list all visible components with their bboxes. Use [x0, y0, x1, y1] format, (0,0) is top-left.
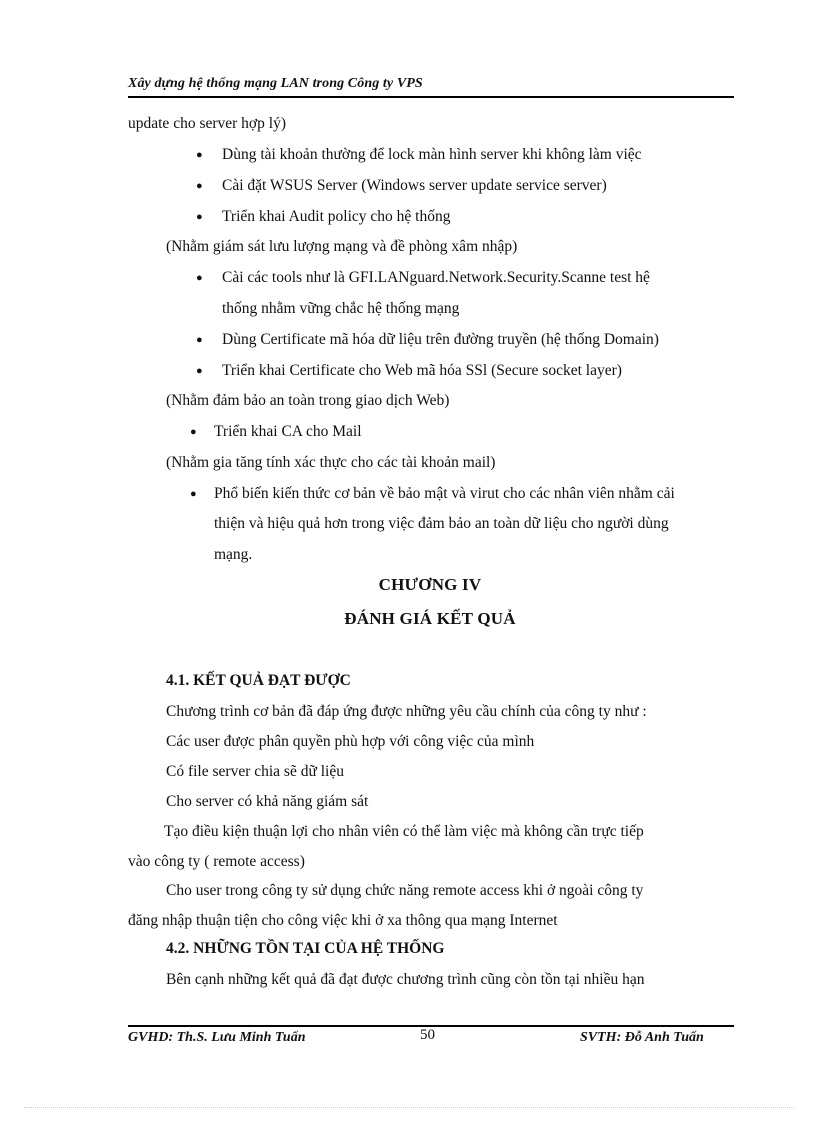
paragraph-line: vào công ty ( remote access) — [128, 853, 305, 870]
footer-student: SVTH: Đỗ Anh Tuấn — [580, 1030, 704, 1045]
bullet-item: Cài các tools như là GFI.LANguard.Network.Security.Scanne test hệ — [222, 269, 650, 286]
continuation-line: update cho server hợp lý) — [128, 115, 286, 132]
bullet-icon: ● — [196, 180, 203, 192]
chapter-label: CHƯƠNG IV — [378, 575, 482, 594]
page-number: 50 — [420, 1027, 435, 1043]
bullet-item: Dùng tài khoản thường để lock màn hình server khi không làm việc — [222, 146, 642, 163]
bullet-item: Triển khai CA cho Mail — [214, 423, 362, 440]
bullet-item: Phổ biến kiến thức cơ bản về bảo mật và virut cho các nhân viên nhằm cải — [214, 485, 675, 502]
header-rule — [128, 96, 734, 98]
paragraph-line: Bên cạnh những kết quả đã đạt được chương trình cũng còn tồn tại nhiều hạn — [166, 971, 645, 988]
footer-advisor: GVHD: Th.S. Lưu Minh Tuấn — [128, 1030, 306, 1045]
bullet-icon: ● — [196, 149, 203, 161]
bullet-icon: ● — [190, 426, 197, 438]
paragraph-line: Chương trình cơ bản đã đáp ứng được những yêu cầu chính của công ty như : — [166, 703, 647, 720]
bullet-item-continuation: thiện và hiệu quả hơn trong việc đảm bảo an toàn dữ liệu cho người dùng — [214, 515, 669, 532]
paragraph-line: Cho user trong công ty sử dụng chức năng remote access khi ở ngoài công ty — [166, 882, 644, 899]
bullet-icon: ● — [190, 488, 197, 500]
bullet-icon: ● — [196, 211, 203, 223]
section-title-4-2: 4.2. NHỮNG TỒN TẠI CỦA HỆ THỐNG — [166, 940, 445, 957]
chapter-title: ĐÁNH GIÁ KẾT QUẢ — [344, 609, 516, 628]
bullet-item-continuation: thống nhằm vững chắc hệ thống mạng — [222, 300, 460, 317]
note-line: (Nhằm gia tăng tính xác thực cho các tài khoản mail) — [166, 454, 496, 471]
page-edge-divider — [24, 1107, 794, 1108]
paragraph-line: Có file server chia sẽ dữ liệu — [166, 763, 344, 780]
bullet-item: Dùng Certificate mã hóa dữ liệu trên đường truyền (hệ thống Domain) — [222, 331, 659, 348]
bullet-item: Triển khai Audit policy cho hệ thống — [222, 208, 451, 225]
paragraph-line: Các user được phân quyền phù hợp với công việc của mình — [166, 733, 535, 750]
paragraph-line: Tạo điều kiện thuận lợi cho nhân viên có thể làm việc mà không cần trực tiếp — [164, 823, 644, 840]
paragraph-line: đăng nhập thuận tiện cho công việc khi ở xa thông qua mạng Internet — [128, 912, 558, 929]
note-line: (Nhằm giám sát lưu lượng mạng và đề phòng xâm nhập) — [166, 238, 518, 255]
bullet-item-continuation: mạng. — [214, 546, 253, 563]
note-line: (Nhằm đảm bảo an toàn trong giao dịch Web) — [166, 392, 450, 409]
bullet-icon: ● — [196, 334, 203, 346]
page-header-title: Xây dựng hệ thống mạng LAN trong Công ty VPS — [128, 76, 423, 91]
paragraph-line: Cho server có khả năng giám sát — [166, 793, 369, 810]
bullet-icon: ● — [196, 272, 203, 284]
bullet-icon: ● — [196, 365, 203, 377]
bullet-item: Triển khai Certificate cho Web mã hóa SSl (Secure socket layer) — [222, 362, 622, 379]
section-title-4-1: 4.1. KẾT QUẢ ĐẠT ĐƯỢC — [166, 672, 351, 689]
bullet-item: Cài đặt WSUS Server (Windows server update service server) — [222, 177, 607, 194]
